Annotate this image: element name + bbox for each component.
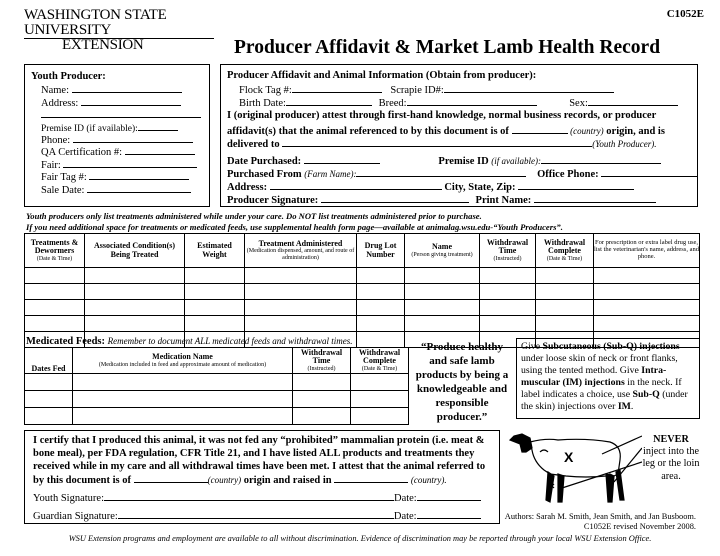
arrow-loin	[602, 436, 642, 454]
medicated-feeds-heading: Medicated Feeds: Remember to document ALL medicated feeds and withdrawal times.	[26, 336, 353, 347]
flock-tag-row	[239, 83, 614, 96]
address-row: Address: City, State, Zip:	[227, 180, 634, 193]
instructions-line2: If you need additional space for treatments or medicated feeds, use supplemental health form page—available at animalag.wsu.edu-“Youth Producers”.	[26, 222, 563, 232]
certification-box	[24, 430, 500, 524]
th-treatment-administered: Treatment Administered (Medication dispensed, amount, and route of administration)	[245, 234, 357, 268]
breed-input[interactable]	[407, 96, 537, 106]
authors-line: Authors: Sarah M. Smith, Jean Smith, and Jan Busboom.	[504, 512, 696, 521]
table-row[interactable]	[25, 300, 700, 316]
date-purchased-row: Date Purchased: Premise ID (if available):	[227, 154, 661, 167]
table-row[interactable]	[25, 268, 700, 284]
youth-producer-title: Youth Producer:	[31, 71, 106, 82]
birth-date-input[interactable]	[286, 96, 372, 106]
youth-signature-row: Youth Signature: Date:	[33, 491, 481, 504]
arrow-front-leg	[562, 462, 642, 488]
lamb-head	[510, 434, 532, 452]
table-row[interactable]	[25, 374, 409, 391]
certify-raised-input[interactable]	[334, 473, 408, 483]
page-title: Producer Affidavit & Market Lamb Health Record	[234, 37, 661, 58]
delivered-to-input[interactable]	[282, 137, 592, 147]
subq-mark	[540, 450, 548, 452]
birth-date-row	[239, 96, 678, 109]
youth-producer-box	[24, 64, 210, 207]
affidavit-title: Producer Affidavit and Animal Information (Obtain from producer):	[227, 70, 537, 81]
youth-address-field[interactable]: Address:	[31, 96, 209, 108]
medicated-feeds-table	[24, 347, 409, 425]
logo-org-line2: EXTENSION	[62, 37, 144, 53]
th-condition: Associated Condition(s) Being Treated	[85, 234, 185, 268]
scrapie-label: Scrapie ID#:	[390, 85, 444, 96]
attest-line2: affidavit(s) that the animal referenced to by this document is of (country) origin, and is	[227, 126, 665, 137]
lamb-hind-leg	[606, 474, 614, 502]
th-weight: Estimated Weight	[185, 234, 245, 268]
th-dates-fed: Dates Fed	[25, 348, 73, 374]
city-state-zip-input[interactable]	[518, 180, 634, 190]
revision-line: C1052E revised November 2008.	[583, 522, 696, 531]
certify-text: I certify that I produced this animal, it was not fed any “prohibited” mammalian protein (i.e. meat & bone meal), per FDA regulation, CFR Title 21, and I have listed ALL products and treatments they received while in my care and all withdrawal times have been met. I attest that the animal referred to by this document is of (country) origin and raised in (country).	[33, 435, 486, 487]
th-medication-name: Medication Name (Medication included in feed and approximate amount of medication)	[73, 348, 293, 374]
form-code: C1052E	[666, 8, 704, 20]
breed-label: Breed:	[378, 98, 407, 109]
guardian-signature-input[interactable]	[118, 509, 394, 519]
youth-date-input[interactable]	[417, 491, 481, 501]
youth-premise-field[interactable]: Premise ID (if available):	[31, 121, 209, 133]
th-feed-withdrawal-complete: Withdrawal Complete (Date & Time)	[351, 348, 409, 374]
th-feed-withdrawal-time: Withdrawal Time (Instructed)	[293, 348, 351, 374]
sex-label: Sex:	[569, 98, 588, 109]
date-purchased-input[interactable]	[304, 154, 380, 164]
birth-date-label: Birth Date:	[239, 98, 286, 109]
youth-phone-field[interactable]: Phone:	[31, 133, 209, 145]
youth-fair-tag-field[interactable]: Fair Tag #:	[31, 170, 209, 182]
lamb-injection-diagram	[506, 418, 642, 510]
logo-rule	[24, 38, 214, 39]
scrapie-input[interactable]	[444, 83, 614, 93]
logo-org-line1: WASHINGTON STATE UNIVERSITY	[24, 7, 167, 38]
arrow-leg	[614, 448, 642, 482]
footer-statement: WSU Extension programs and employment are available to all without discrimination. Evidence of discrimination may be reported through your local WSU Extension Office.	[68, 534, 652, 543]
table-row[interactable]	[25, 316, 700, 332]
certify-country-input[interactable]	[134, 473, 208, 483]
quote-text: “Produce healthy and safe lamb products by being a knowledgeable and responsible producer.”	[415, 341, 509, 423]
flock-tag-input[interactable]	[292, 83, 382, 93]
table-row[interactable]	[25, 391, 409, 408]
flock-tag-label: Flock Tag #:	[239, 85, 292, 96]
purchased-from-input[interactable]	[356, 167, 526, 177]
th-withdrawal-time: Withdrawal Time (Instructed)	[480, 234, 536, 268]
purchased-from-row: Purchased From (Farm Name): Office Phone:	[227, 167, 697, 180]
sex-input[interactable]	[588, 96, 678, 106]
print-name-input[interactable]	[534, 193, 656, 203]
th-drug-lot: Drug Lot Number	[357, 234, 405, 268]
attest-line3: delivered to (Youth Producer).	[227, 139, 657, 150]
origin-country-input[interactable]	[512, 124, 568, 134]
producer-address-input[interactable]	[270, 180, 442, 190]
youth-qa-field[interactable]: QA Certification #:	[31, 145, 209, 157]
office-phone-input[interactable]	[601, 167, 697, 177]
th-vet-info: For prescription or extra label drug use, list the veterinarian's name, address, and phone.	[594, 234, 700, 268]
guardian-date-input[interactable]	[417, 509, 481, 519]
im-x-mark: X	[564, 449, 574, 465]
table-row[interactable]	[25, 408, 409, 425]
producer-premise-input[interactable]	[541, 154, 661, 164]
youth-name-field[interactable]: Name:	[31, 83, 209, 95]
youth-sale-date-field[interactable]: Sale Date:	[31, 183, 209, 195]
signature-row: Producer Signature: Print Name:	[227, 193, 656, 206]
never-inject-note: NEVER inject into the leg or the loin area.	[642, 434, 700, 482]
th-withdrawal-complete: Withdrawal Complete (Date & Time)	[536, 234, 594, 268]
instructions-line1: Youth producers only list treatments administered while under your care. Do NOT list treatments administered prior to purchase.	[26, 211, 482, 221]
table-row[interactable]	[25, 284, 700, 300]
attest-line1: I (original producer) attest through first-hand knowledge, normal business records, or producer	[227, 110, 657, 121]
guardian-signature-row: Guardian Signature: Date:	[33, 509, 481, 522]
th-treatments: Treatments & Dewormers (Date & Time)	[25, 234, 85, 268]
th-name: Name (Person giving treatment)	[405, 234, 480, 268]
youth-address-line2[interactable]	[31, 108, 209, 120]
lamb-body	[530, 439, 620, 477]
youth-fair-field[interactable]: Fair:	[31, 158, 209, 170]
producer-affidavit-box	[220, 64, 698, 207]
injection-info-box: Give Subcutaneous (Sub-Q) injections under loose skin of neck or front flanks, using the tented method. Give Intra-muscular (IM) injections in the neck. If label indicates a choice, use Sub-Q (under the skin) injections over IM.	[516, 338, 700, 419]
treatment-table	[24, 233, 700, 348]
youth-signature-input[interactable]	[104, 491, 394, 501]
producer-signature-input[interactable]	[321, 193, 469, 203]
wsu-logo	[24, 7, 224, 53]
